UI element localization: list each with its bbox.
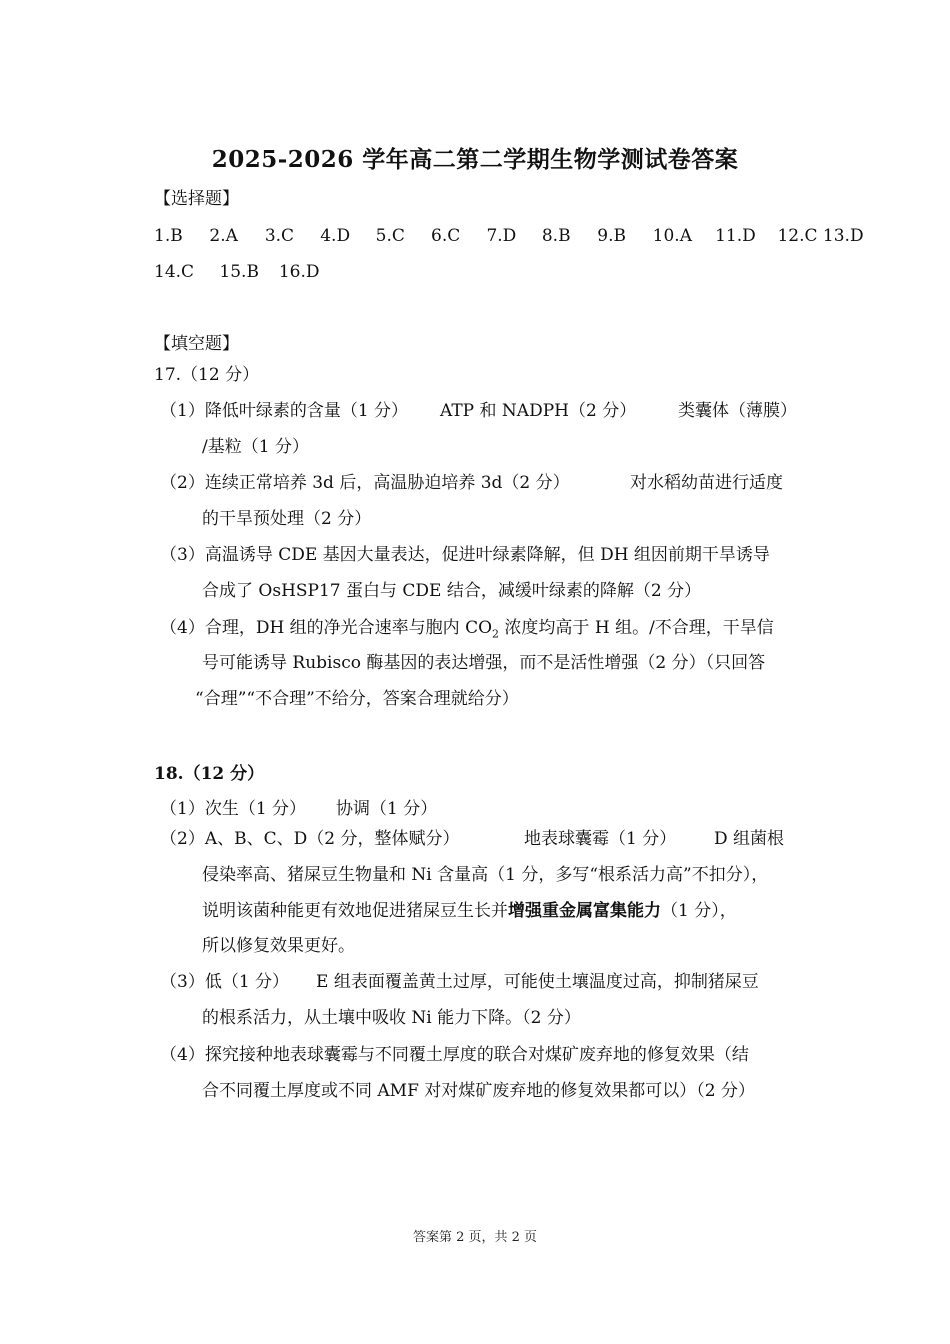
co2-subscript: 2	[492, 627, 500, 641]
q18-part2-answer-a: （2）A、B、C、D（2 分，整体赋分）	[160, 829, 460, 849]
q17-part4-text-b: 浓度均高于 H 组。/不合理，干旱信	[499, 618, 774, 638]
q18-part3-line2: 的根系活力，从土壤中吸收 Ni 能力下降。（2 分）	[202, 1008, 581, 1028]
q17-part3-line2: 合成了 OsHSP17 蛋白与 CDE 结合，减缓叶绿素的降解（2 分）	[202, 581, 702, 601]
choice-answer: 10.A	[652, 226, 692, 246]
choice-answer: 1.B	[154, 226, 183, 246]
q17-header: 17.（12 分）	[154, 365, 260, 385]
q18-part2-bold-text: 增强重金属富集能力	[508, 901, 661, 921]
choice-answer: 8.B	[541, 226, 571, 246]
q18-header: 18.（12 分）	[154, 764, 265, 784]
page-footer: 答案第 2 页，共 2 页	[412, 1230, 538, 1245]
q17-part1-line2: /基粒（1 分）	[202, 437, 309, 457]
q18-part2-text-a: 说明该菌种能更有效地促进猪屎豆生长并	[202, 901, 508, 921]
choice-answer: 15.B	[219, 262, 259, 282]
fill-heading: 【填空题】	[154, 334, 239, 354]
choice-answer: 4.D	[320, 226, 351, 246]
q18-part2-line4: 所以修复效果更好。	[202, 936, 355, 956]
q17-part2-line2: 的干旱预处理（2 分）	[202, 509, 372, 529]
q17-part1-answer-b: ATP 和 NADPH（2 分）	[440, 401, 637, 421]
q17-part4-line2: 号可能诱导 Rubisco 酶基因的表达增强，而不是活性增强（2 分）（只回答	[202, 653, 766, 673]
choice-answer: 6.C	[431, 226, 461, 246]
q17-part2-answer-b: 对水稻幼苗进行适度	[630, 473, 783, 493]
choice-answer: 5.C	[375, 226, 405, 246]
q17-part4-line3: “合理”“不合理”不给分，答案合理就给分）	[195, 689, 519, 709]
q18-part3-answer-a: （3）低（1 分）	[160, 972, 290, 992]
q18-part2-line3	[202, 900, 737, 922]
choice-answer: 7.D	[486, 226, 517, 246]
choice-answer: 14.C	[154, 262, 195, 282]
page-title: 2025-2026 学年高二第二学期生物学测试卷答案	[211, 146, 739, 173]
q18-part1-answer-b: 协调（1 分）	[336, 799, 438, 819]
choice-answer: 11.D	[715, 226, 756, 246]
q18-part2-answer-c: D 组菌根	[714, 829, 785, 849]
q18-part4-line1: （4）探究接种地表球囊霉与不同覆土厚度的联合对煤矿废弃地的修复效果（结	[160, 1045, 749, 1065]
q17-part1-answer-c: 类囊体（薄膜）	[678, 401, 797, 421]
choice-answers-row-2	[154, 261, 329, 283]
choice-answer: 3.C	[264, 226, 295, 246]
q17-part1-line1	[160, 400, 408, 422]
q18-part4-line2: 合不同覆土厚度或不同 AMF 对对煤矿废弃地的修复效果都可以）（2 分）	[202, 1081, 756, 1101]
q18-part2-answer-b: 地表球囊霉（1 分）	[524, 829, 677, 849]
q18-part3-answer-b: E 组表面覆盖黄土过厚，可能使土壤温度过高，抑制猪屎豆	[316, 972, 759, 992]
q18-part1-answer-a: （1）次生（1 分）	[160, 799, 307, 819]
q17-part4-text-a: （4）合理，DH 组的净光合速率与胞内 CO	[160, 618, 493, 638]
choice-answer: 16.D	[278, 262, 320, 282]
choice-heading: 【选择题】	[154, 189, 239, 209]
q18-part2-text-b: （1 分），	[661, 901, 737, 921]
q17-part4-line1	[160, 617, 774, 645]
choice-answers-row-1	[154, 225, 864, 247]
choice-answer: 12.C 13.D	[777, 226, 864, 246]
q18-part2-line2: 侵染率高、猪屎豆生物量和 Ni 含量高（1 分，多写“根系活力高”不扣分），	[202, 865, 769, 885]
choice-answer: 9.B	[597, 226, 626, 246]
choice-answer: 2.A	[209, 226, 238, 246]
q17-part3-line1: （3）高温诱导 CDE 基因大量表达，促进叶绿素降解，但 DH 组因前期干旱诱导	[160, 545, 770, 565]
q17-part1-answer-a: （1）降低叶绿素的含量（1 分）	[160, 401, 409, 421]
q17-part2-answer-a: （2）连续正常培养 3d 后，高温胁迫培养 3d（2 分）	[160, 473, 570, 493]
